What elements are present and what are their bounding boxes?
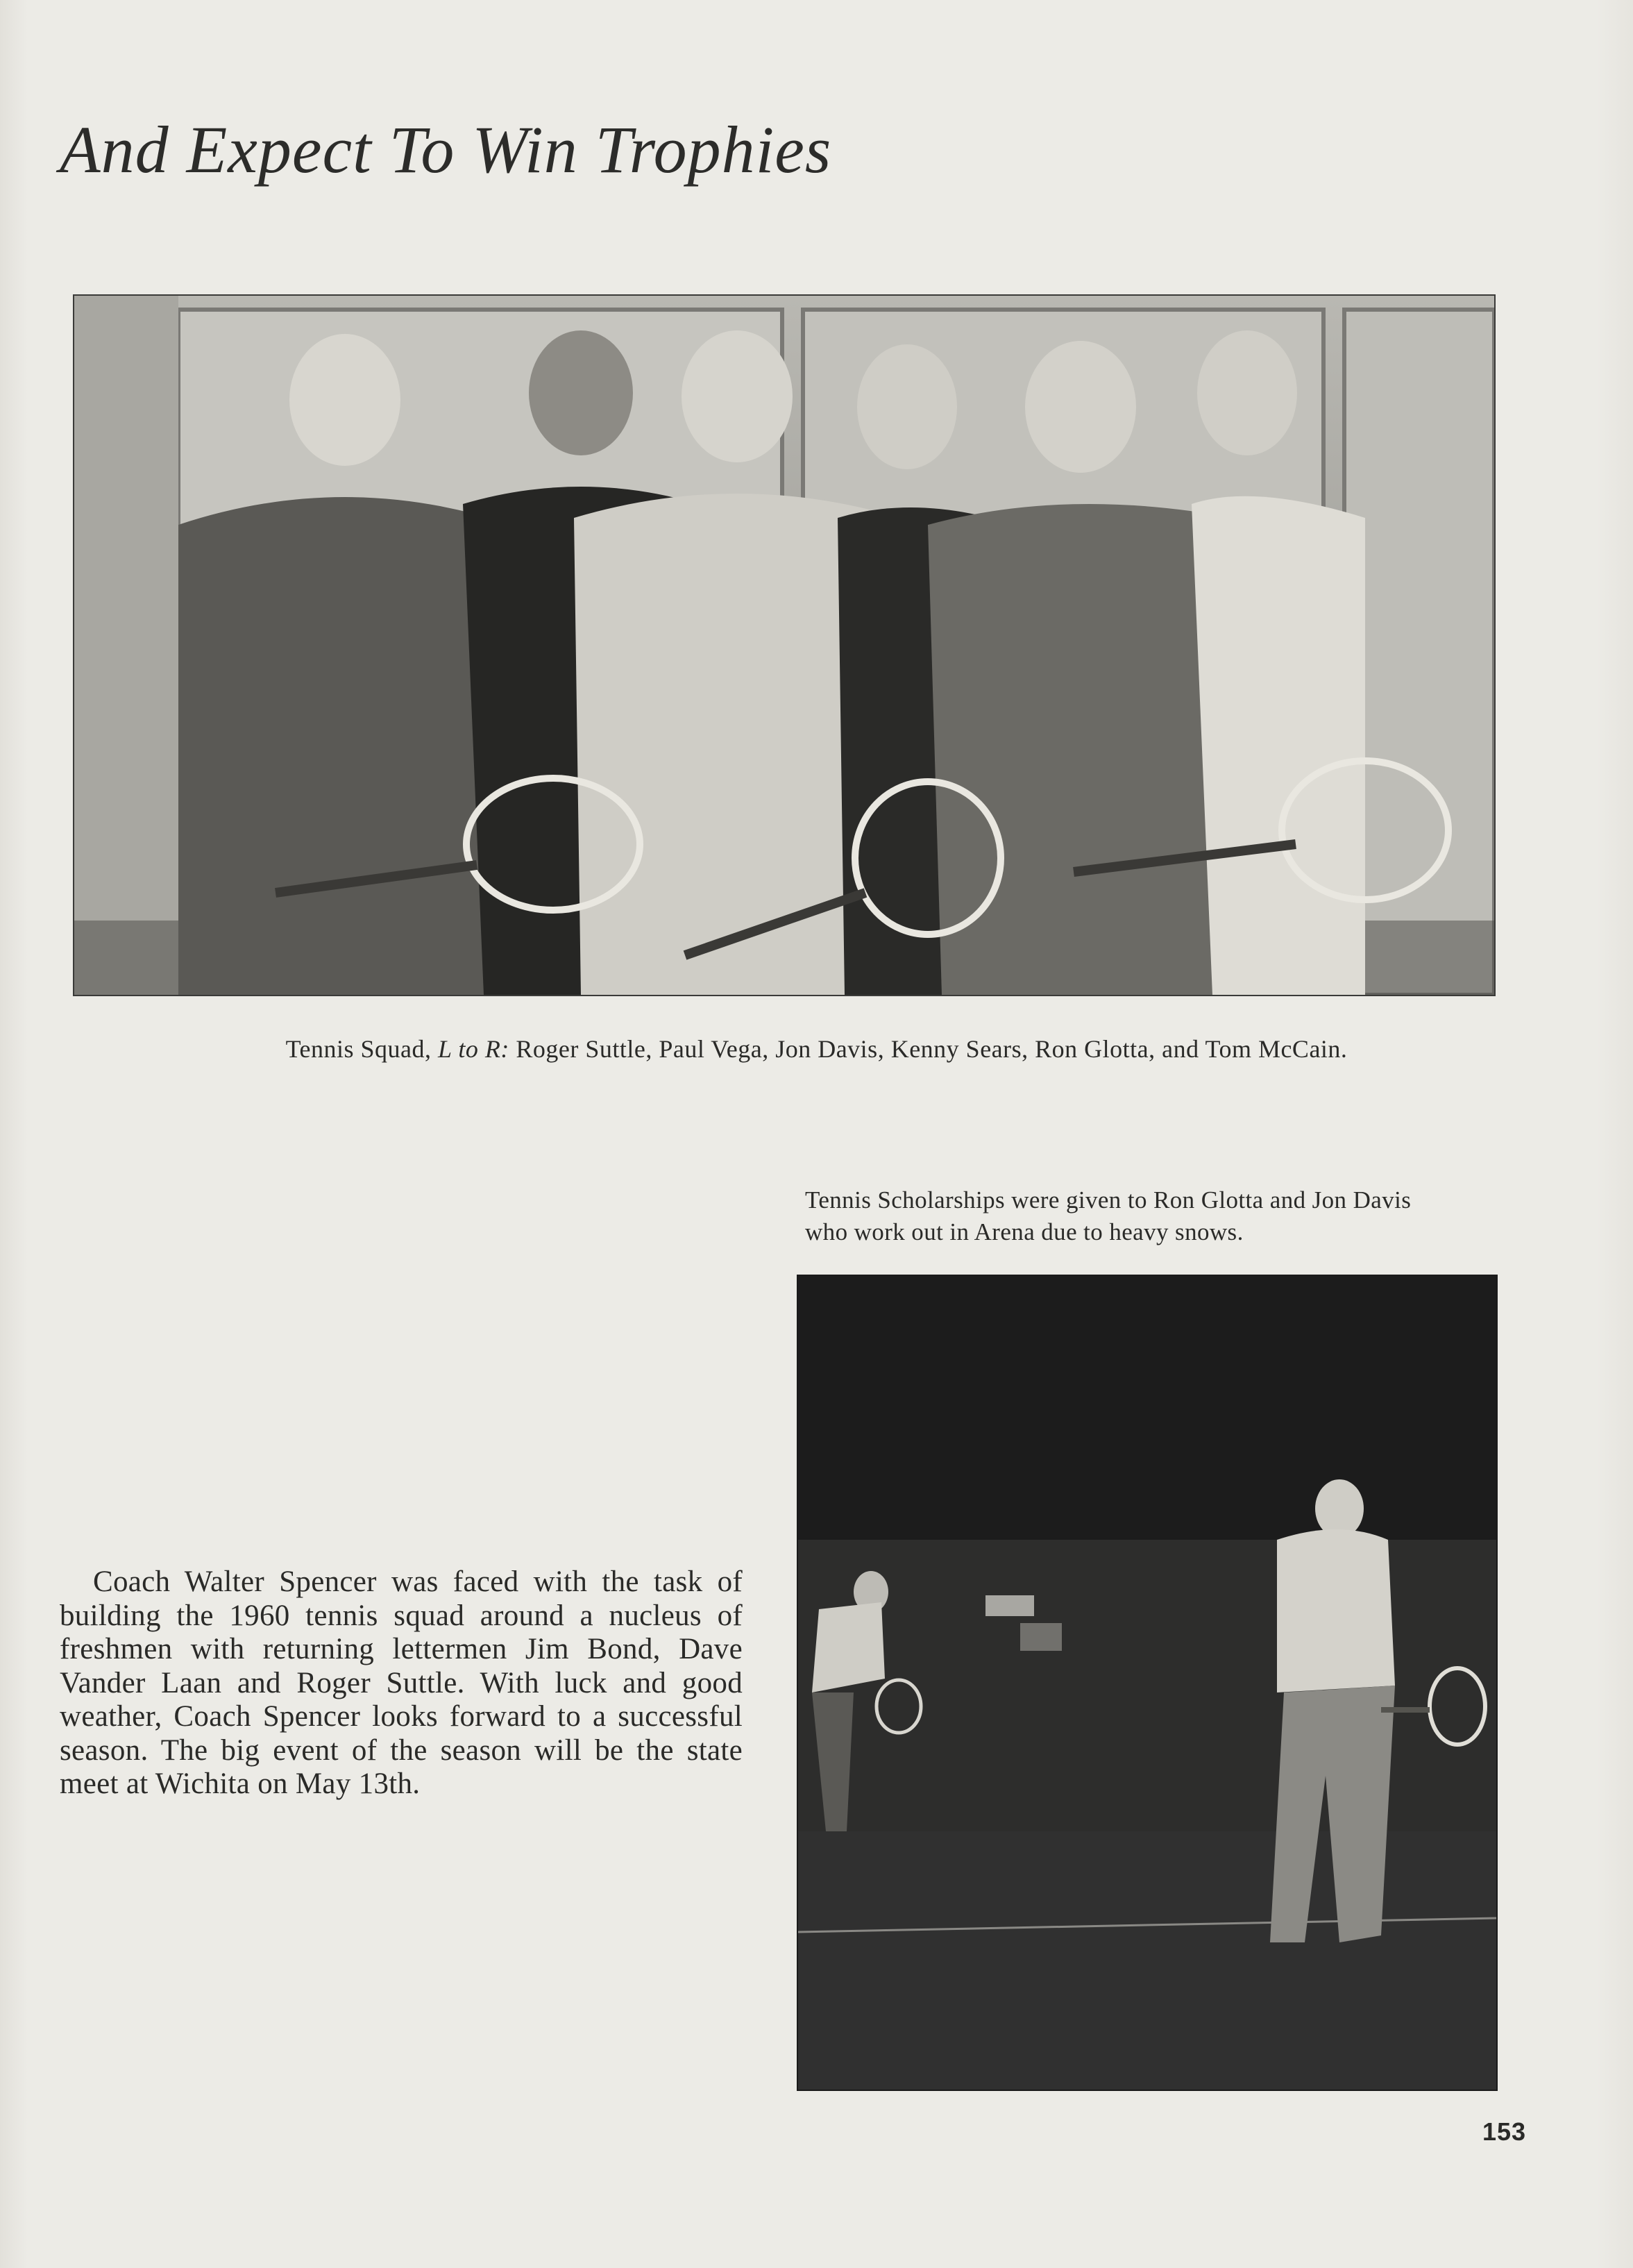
caption-names: Roger Suttle, Paul Vega, Jon Davis, Kenny Sears, Ron Glotta, and Tom McCain. [516,1035,1348,1063]
team-photo-image [74,296,1494,995]
practice-photo [797,1275,1498,2091]
practice-photo-image [798,1276,1496,2090]
team-photo [73,294,1496,996]
caption-lead: Tennis Squad, [285,1035,432,1063]
article-body: Coach Walter Spencer was faced with the task of building the 1960 tennis squad around a nucleus of freshmen with returning lettermen Jim Bond, Dave Vander Laan and Roger Suttle. With luck and good weather, Coach Spencer looks forward to a successful season. The big event of the season will be the state meet at Wichita on May 13th. [60,1565,743,1800]
practice-caption-line-2: who work out in Arena due to heavy snows. [805,1218,1244,1245]
page-number: 153 [1482,2117,1527,2146]
team-photo-caption [0,1034,1633,1064]
page-title: And Expect To Win Trophies [60,112,832,187]
practice-photo-caption [805,1184,1499,1248]
caption-italic: L to R: [438,1035,509,1063]
practice-caption-line-1: Tennis Scholarships were given to Ron Glotta and Jon Davis [805,1186,1412,1213]
